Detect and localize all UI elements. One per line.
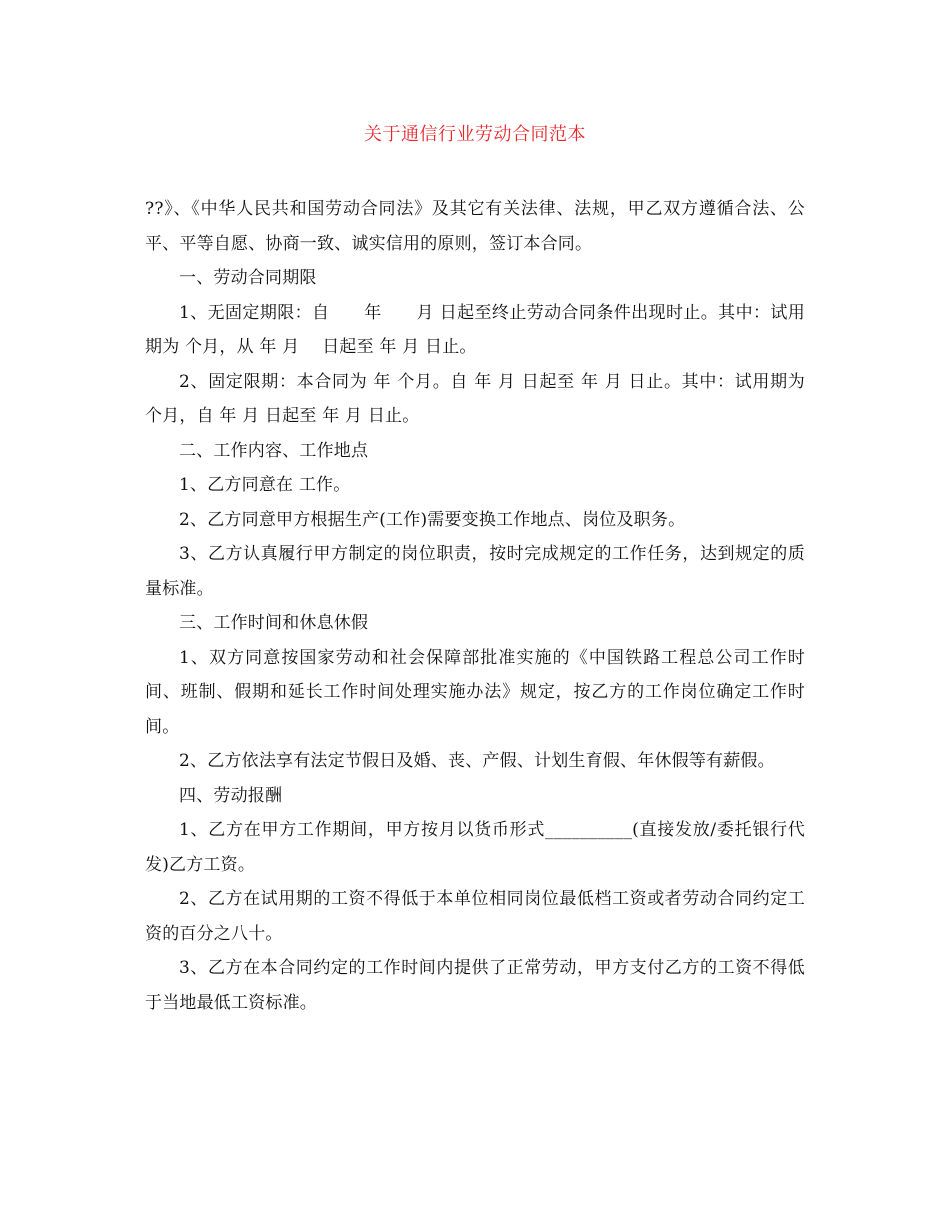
heading-work-content: 二、工作内容、工作地点 [179,440,369,461]
heading-work-hours: 三、工作时间和休息休假 [179,613,369,633]
paragraph-job-duties: 3、乙方认真履行甲方制定的岗位职责，按时完成规定的工作任务，达到规定的质量标准。 [145,544,805,599]
paragraph-preamble: ??》、《中华人民共和国劳动合同法》及其它有关法律、法规，甲乙双方遵循合法、公平、平等自愿、协商一致、诚实信用的原则，签订本合同。 [145,199,805,254]
document-body [145,192,805,1020]
paragraph-work-schedule: 1、双方同意按国家劳动和社会保障部批准实施的《中国铁路工程总公司工作时间、班制、假期和延长工作时间处理实施办法》规定，按乙方的工作岗位确定工作时间。 [145,647,805,737]
paragraph-job-change: 2、乙方同意甲方根据生产(工作)需要变换工作地点、岗位及职务。 [179,509,686,530]
paragraph-indefinite-term: 1、无固定期限：自 年 月 日起至终止劳动合同条件出现时止。其中：试用期为 个月，从 年 月 日起至 年 月 日止。 [145,302,805,357]
paragraph-probation-salary: 2、乙方在试用期的工资不得低于本单位相同岗位最低档工资或者劳动合同约定工资的百分之八十。 [145,889,805,944]
document-title: 关于通信行业劳动合同范本 [364,124,586,145]
paragraph-fixed-term: 2、固定限期：本合同为 年 个月。自 年 月 日起至 年 月 日止。其中：试用期为 个月，自 年 月 日起至 年 月 日止。 [145,371,805,426]
paragraph-minimum-wage: 3、乙方在本合同约定的工作时间内提供了正常劳动，甲方支付乙方的工资不得低于当地最低工资标准。 [145,958,805,1013]
heading-contract-term: 一、劳动合同期限 [179,268,317,288]
paragraph-work-place: 1、乙方同意在 工作。 [179,475,351,495]
heading-compensation: 四、劳动报酬 [179,785,283,806]
paragraph-paid-leave: 2、乙方依法享有法定节假日及婚、丧、产假、计划生育假、年休假等有薪假。 [179,751,775,771]
paragraph-salary-payment: 1、乙方在甲方工作期间，甲方按月以货币形式__________(直接发放/委托银行代发)乙方工资。 [145,820,805,875]
